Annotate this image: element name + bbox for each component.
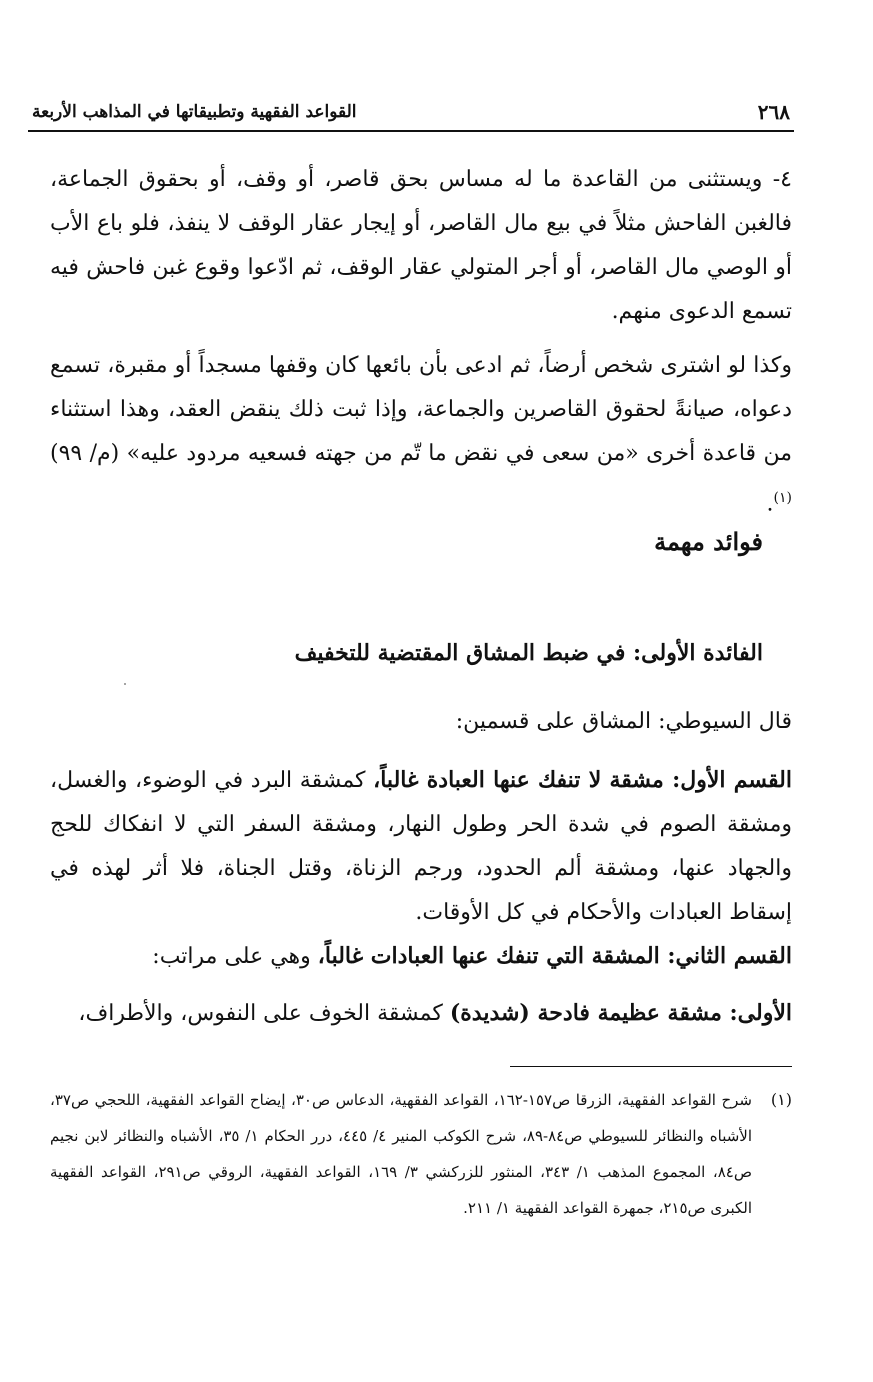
paragraph-land-purchase — [50, 344, 792, 526]
first-type-text: كمشقة البرد في الوضوء، والغسل، ومشقة الصوم في شدة الحر وطول النهار، ومشقة السفر التي لا انفكاك للحج والجهاد عنها، ومشقة ألم الحدود، ورجم الزناة، وقتل الجناة، فلا أثر لهذه في إسقاط العبادات والأحكام في كل الأوقات. — [50, 768, 792, 925]
footnote-reference: (١) — [773, 490, 792, 506]
running-header — [28, 96, 794, 132]
footnote-text: شرح القواعد الفقهية، الزرقا ص١٥٧-١٦٢، القواعد الفقهية، الدعاس ص٣٠، إيضاح القواعد الفقهية، اللحجي ص٣٧، الأشباه والنظائر للسيوطي ص٨٤-٨٩، شرح الكوكب المنير ٤/ ٤٤٥، درر الحكام ١/ ٣٥، الأشباه والنظائر لابن نجيم ص٨٤، المجموع المذهب ١/ ٣٤٣، المنثور للزركشي ٣/ ١٦٩، القواعد الفقهية، الروقي ص٢٩١، القواعد الفقهية الكبرى ص٢١٥، جمهرة القواعد الفقهية ١/ ٢١١. — [50, 1091, 753, 1217]
section-heading-benefits: فوائد مهمة — [654, 527, 763, 556]
footnote-separator — [510, 1066, 792, 1067]
paragraph-suyuti-quote: قال السيوطي: المشاق على قسمين: — [455, 709, 792, 734]
paragraph-end-period: . — [766, 491, 774, 517]
page-number: ٢٦٨ — [757, 100, 790, 124]
paragraph-exception: ٤- ويستثنى من القاعدة ما له مساس بحق قاصر، أو وقف، أو بحقوق الجماعة، فالغبن الفاحش مثلاً في بيع مال القاصر، أو إيجار عقار الوقف لا ينفذ، فلو باع الأب أو الوصي مال القاصر، أو أجر المتولي عقار الوقف، ثم ادّعوا وقوع غبن فاحش فيه تسمع الدعوى منهم. — [50, 167, 792, 324]
paragraph-land-purchase-text: وكذا لو اشترى شخص أرضاً، ثم ادعى بأن بائعها كان وقفها مسجداً أو مقبرة، تسمع دعواه، صيانةً لحقوق القاصرين والجماعة، وإذا ثبت ذلك ينقض العقد، وهذا استثناء من قاعدة أخرى «من سعى في نقض ما تّم من جهته فسعيه مردود عليه» (م/ ٩٩) — [50, 353, 792, 466]
scan-speck — [124, 683, 126, 685]
second-type-lead: القسم الثاني: المشقة التي تنفك عنها العبادات غالباً، — [317, 943, 792, 969]
paragraph-second-type — [50, 934, 792, 979]
paragraph-first-degree — [50, 991, 792, 1036]
footnote-mark: (١) — [770, 1090, 792, 1109]
running-title: القواعد الفقهية وتطبيقاتها في المذاهب الأربعة — [32, 102, 357, 122]
footnote — [50, 1082, 792, 1226]
first-degree-lead: الأولى: مشقة عظيمة فادحة (شديدة) — [449, 1000, 792, 1026]
first-type-lead: القسم الأول: مشقة لا تنفك عنها العبادة غالباً، — [373, 767, 792, 793]
first-degree-text: كمشقة الخوف على النفوس، والأطراف، — [78, 1001, 450, 1026]
paragraph-first-type — [50, 758, 792, 935]
subsection-heading-first-benefit: الفائدة الأولى: في ضبط المشاق المقتضية للتخفيف — [294, 640, 763, 666]
second-type-text: وهي على مراتب: — [152, 944, 318, 969]
